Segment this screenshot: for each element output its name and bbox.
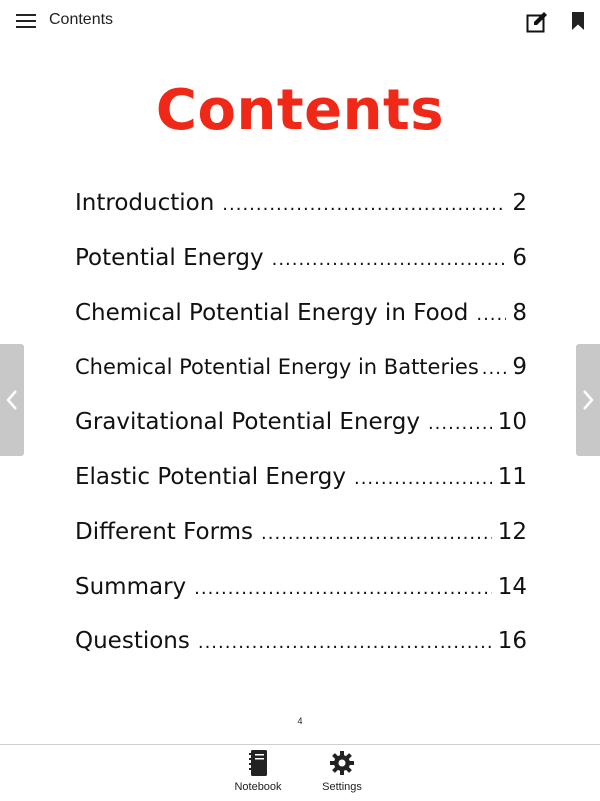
chevron-left-icon [4,388,20,412]
toc-entry-gravitational[interactable] [75,409,527,464]
toc-entry-label: Questions [75,628,190,655]
top-toolbar [0,0,600,42]
bookmark-icon[interactable] [571,12,585,30]
toc-entry-potential-energy[interactable] [75,245,527,300]
toc-entry-label: Chemical Potential Energy in Food [75,299,469,326]
notebook-icon [248,749,268,777]
toc-leader-dots [222,194,506,215]
toc-entry-label: Gravitational Potential Energy [75,409,420,436]
chevron-right-icon [580,388,596,412]
toc-entry-label: Summary [75,573,187,600]
notebook-tab[interactable] [228,749,288,793]
toc-leader-dots [194,578,492,599]
page-title: Contents [155,78,445,143]
toc-entry-page: 9 [512,354,527,381]
toc-entry-label: Elastic Potential Energy [75,463,346,490]
toc-entry-different-forms[interactable] [75,519,527,574]
toc-leader-dots [354,468,492,489]
settings-tab[interactable] [312,749,372,793]
next-page-button[interactable] [576,344,600,456]
toc-leader-dots [476,304,506,325]
toc-entry-page: 14 [497,573,527,600]
toc-entry-chemical-batteries[interactable] [75,354,527,409]
toc-leader-dots [261,523,492,544]
toc-entry-page: 12 [497,518,527,545]
toc-entry-page: 16 [497,628,527,655]
toc-leader-dots [428,413,492,434]
toolbar-title: Contents [49,11,114,28]
bottom-navigation [0,744,600,801]
gear-icon [328,749,356,777]
toc-entry-summary[interactable] [75,574,527,629]
toc-entry-introduction[interactable] [75,190,527,245]
toc-entry-label: Potential Energy [75,244,264,271]
toc-entry-page: 10 [497,409,527,436]
notebook-tab-label: Notebook [234,781,282,793]
toc-leader-dots [198,632,492,653]
hamburger-menu-icon[interactable] [16,14,36,29]
toc-entry-label: Different Forms [75,518,254,545]
toc-leader-dots [482,358,507,379]
toc-entry-questions[interactable] [75,628,527,683]
toc-entry-elastic[interactable] [75,464,527,519]
toc-entry-label: Chemical Potential Energy in Batteries [75,355,479,380]
previous-page-button[interactable] [0,344,24,456]
toc-entry-page: 2 [512,190,527,216]
edit-note-icon[interactable] [526,11,548,33]
toc-leader-dots [272,249,507,270]
toc-entry-page: 8 [512,299,527,326]
page-number: 4 [297,716,303,726]
settings-tab-label: Settings [322,781,362,793]
toc-entry-label: Introduction [75,190,215,216]
toc-entry-chemical-food[interactable] [75,300,527,355]
toc-entry-page: 11 [497,463,527,490]
table-of-contents [75,190,527,683]
toc-entry-page: 6 [512,244,527,271]
